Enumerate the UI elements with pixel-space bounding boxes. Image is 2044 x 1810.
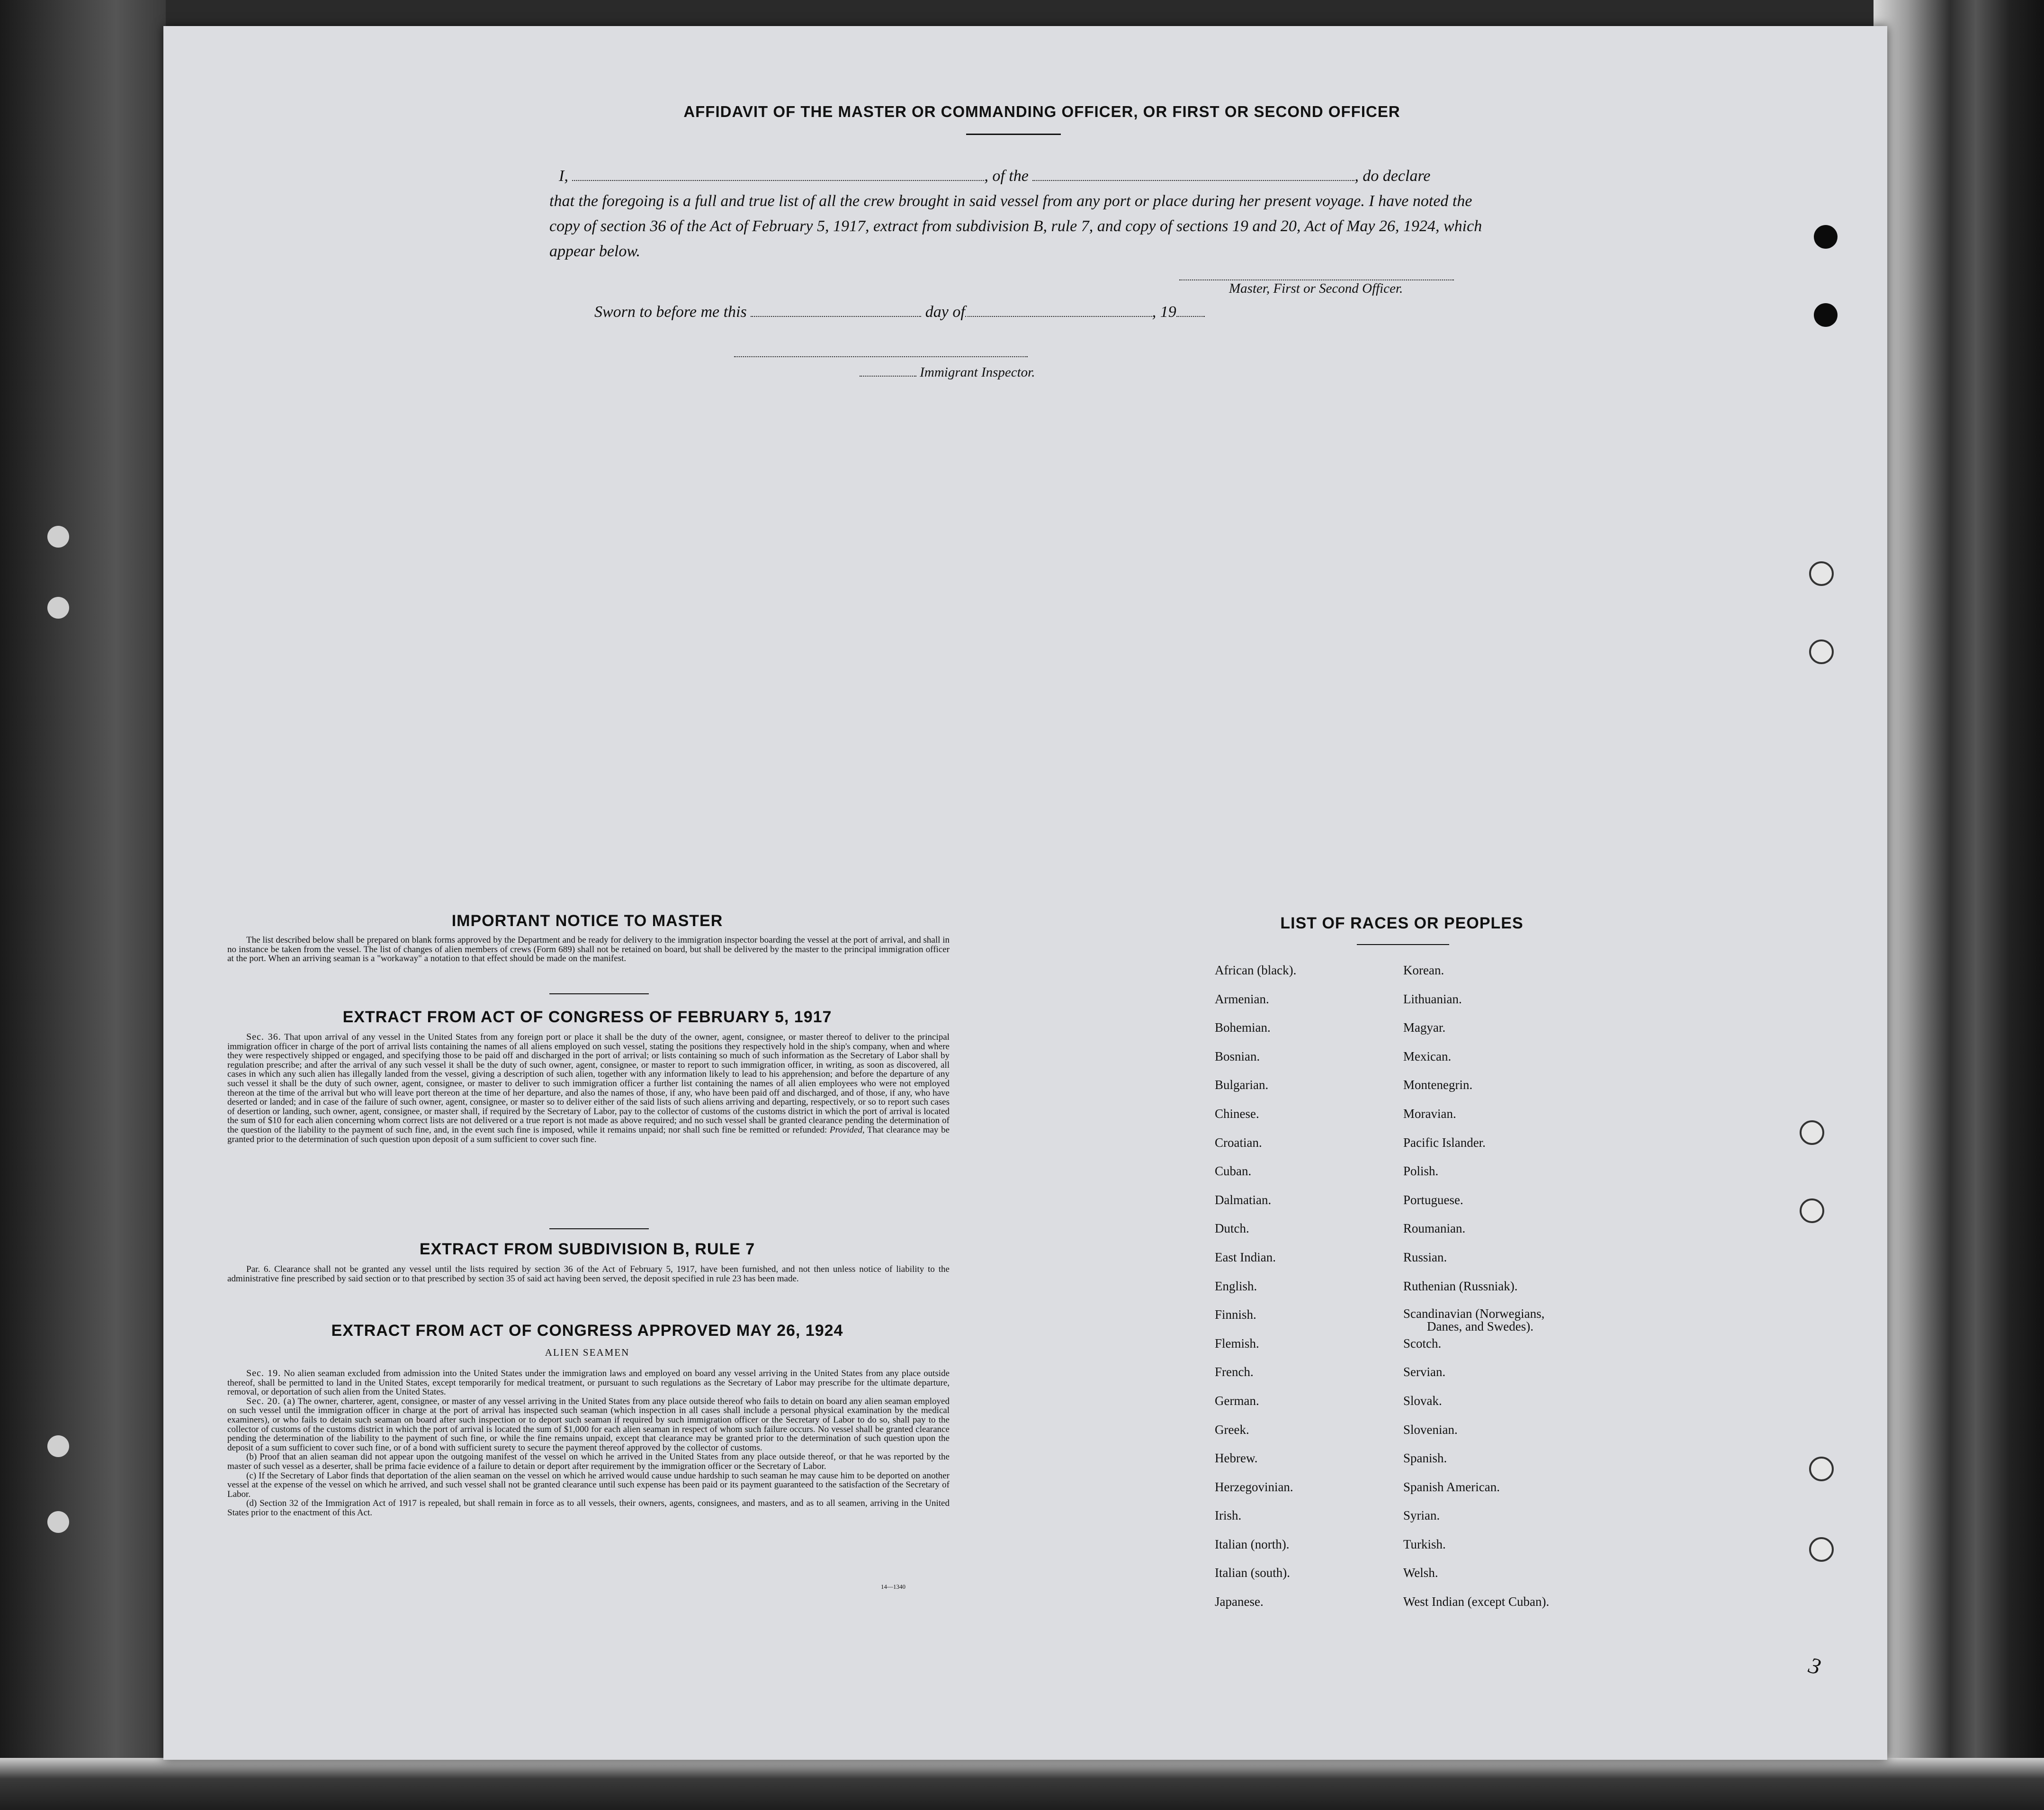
affidavit-of-the: , of the	[984, 167, 1029, 185]
alien-seamen-subtitle: ALIEN SEAMEN	[545, 1347, 630, 1358]
ring-hole-icon	[1800, 1120, 1824, 1145]
race-item: Finnish.	[1215, 1307, 1256, 1322]
form-number: 14—1340	[881, 1583, 905, 1590]
race-item: Dutch.	[1215, 1221, 1249, 1236]
race-item: Croatian.	[1215, 1135, 1262, 1150]
binder-hole-icon	[47, 1435, 69, 1457]
ring-hole-icon	[1800, 1198, 1824, 1223]
ring-hole-icon	[1809, 561, 1834, 586]
race-item: Cuban.	[1215, 1164, 1252, 1179]
race-item: Spanish American.	[1403, 1479, 1500, 1494]
inspector-label-text: Immigrant Inspector.	[920, 365, 1035, 380]
sworn-line	[594, 303, 1205, 321]
inspector-dots	[860, 376, 916, 377]
ring-hole-icon	[1809, 1457, 1834, 1481]
race-item: Scotch.	[1403, 1336, 1442, 1351]
race-item: Russian.	[1403, 1250, 1447, 1264]
race-item: Hebrew.	[1215, 1451, 1258, 1466]
section-20c-paragraph: (c) If the Secretary of Labor finds that deportation of the alien seaman on the vessel on which he arrived would cause undue hardship to such seaman he may cause him to be deported on another vessel at the expense of the vessel on which he arrived, and such vessel shall not be granted clearance until such expense has been paid or its payment guaranteed to the satisfaction of the Secretary of Labor.	[227, 1470, 950, 1499]
scan-right-edge	[1874, 0, 2044, 1810]
section-rule	[549, 993, 649, 994]
race-item: Flemish.	[1215, 1336, 1259, 1351]
race-item: Greek.	[1215, 1422, 1249, 1437]
race-item: English.	[1215, 1279, 1257, 1293]
title-rule	[966, 134, 1061, 135]
inspector-label	[860, 365, 1035, 380]
race-item: Korean.	[1403, 963, 1444, 977]
race-item: Dalmatian.	[1215, 1192, 1272, 1207]
race-item: East Indian.	[1215, 1250, 1276, 1264]
race-item: Italian (north).	[1215, 1537, 1290, 1551]
notice-paragraph: The list described below shall be prepared on blank forms approved by the Department and be ready for delivery to the immigration inspector boarding the vessel at the port of arrival, and shall in no instance be taken from the vessel. The list of changes of alien members of crews (Form 689) shall not be retained on board, but shall be delivered by the master to the principal immigration officer at the port. When an arriving seaman is a "workaway" a notation to that effect should be made on the manifest.	[227, 935, 950, 964]
binder-hole-icon	[47, 597, 69, 619]
race-item: German.	[1215, 1393, 1259, 1408]
sworn-year-blank[interactable]	[1176, 316, 1205, 317]
inspector-signature-line[interactable]	[734, 356, 1028, 357]
extract-1917-body	[227, 1033, 950, 1144]
proviso-text: That clearance may be granted prior to the determination of such question upon deposit of a sum sufficient to cover such fine.	[227, 1125, 950, 1144]
race-item: Roumanian.	[1403, 1221, 1466, 1236]
race-item: Portuguese.	[1403, 1192, 1463, 1207]
punch-hole-icon	[1814, 303, 1838, 327]
race-item: Welsh.	[1403, 1566, 1438, 1580]
rule-7-title: EXTRACT FROM SUBDIVISION B, RULE 7	[419, 1240, 755, 1258]
section-label: Sec. 19.	[246, 1368, 281, 1378]
race-item: Mexican.	[1403, 1049, 1452, 1063]
extract-1924-title: EXTRACT FROM ACT OF CONGRESS APPROVED MAY 26, 1924	[331, 1322, 843, 1340]
scan-bottom-edge	[0, 1758, 2044, 1810]
races-list-right	[1403, 963, 1588, 1623]
affidavit-i: I,	[559, 167, 568, 185]
section-19-text: No alien seaman excluded from admission into the United States under the immigration laws and employed on board any vessel arriving in the United States from any place outside thereof, shall be permitted to land in the United States, except temporarily for medical treatment, or pursuant to such regulations as the Secretary of Labor may prescribe for the ultimate departure, removal, or deportation of such alien from the United States.	[227, 1369, 950, 1397]
race-item: Pacific Islander.	[1403, 1135, 1486, 1150]
extract-1924-body	[227, 1369, 950, 1518]
rule-7-paragraph: Par. 6. Clearance shall not be granted any vessel until the lists required by section 36 of the Act of February 5, 1917, have been furnished, and not then unless notice of liability to the administrative fine prescribed by said section or to that prescribed by section 35 of said act having been served, the deposit specified in rule 23 has been made.	[227, 1264, 950, 1284]
handwritten-page-number: 3	[1806, 1652, 1824, 1680]
signature-label: Master, First or Second Officer.	[1229, 281, 1403, 296]
race-item: Slovenian.	[1403, 1422, 1458, 1437]
race-item: West Indian (except Cuban).	[1403, 1594, 1550, 1609]
race-item: Polish.	[1403, 1164, 1439, 1179]
race-item: Servian.	[1403, 1365, 1446, 1379]
section-label: Sec. 36.	[246, 1032, 281, 1042]
punch-hole-icon	[1814, 225, 1838, 249]
section-label: Sec. 20. (a)	[246, 1396, 296, 1406]
affidavit-first-line	[549, 163, 1487, 189]
race-item: Montenegrin.	[1403, 1078, 1473, 1092]
section-20b-paragraph: (b) Proof that an alien seaman did not appear upon the outgoing manifest of the vessel on which he arrived in the United States from any place outside thereof, or that he was reported by the master of such vessel as a deserter, shall be prima facie evidence of a failure to detain or deport after requirement by the immigration officer or the Secretary of Labor.	[227, 1452, 950, 1471]
race-item: Syrian.	[1403, 1508, 1440, 1523]
race-item: Irish.	[1215, 1508, 1242, 1523]
signature-line[interactable]	[1179, 279, 1454, 280]
race-item: Bosnian.	[1215, 1049, 1260, 1063]
races-rule	[1357, 944, 1449, 945]
race-item: Herzegovinian.	[1215, 1479, 1293, 1494]
race-item: Turkish.	[1403, 1537, 1446, 1551]
section-36-text: That upon arrival of any vessel in the United States from any foreign port or place it shall be the duty of the owner, agent, consignee, or master thereof to deliver to the principal immigration officer in charge of the port of arrival lists containing the names of all aliens employed on such vessel, stating the positions they respectively hold in the ship's company, when and where they were respectively shipped or engaged, and specifying those to be paid off and discharged in the port of arrival; or lists containing so much of such information as the Secretary of Labor shall by regulation prescribe; and after the arrival of any such vessel it shall be the duty of such owner, agent, consignee, or master to report to such immigration officer, in writing, as soon as discovered, all cases in which any such alien has illegally landed from the vessel, giving a description of such alien, together with any information likely to lead to his apprehension; and before the departure of any such vessel it shall be the duty of such owner, agent, consignee, or master to deliver to such immigration officer a further list containing the names of all alien employees who were not employed thereon at the time of the arrival but who will leave port thereon at the time of her departure, and also the names of those, if any, who have been paid off and discharged, and of those, if any, who have deserted or landed; and in case of the failure of such owner, agent, consignee, or master so to deliver either of the said lists of such aliens arriving and departing, respectively, or so to report such cases of desertion or landing, such owner, agent, consignee, or master shall, if required by the Secretary of Labor, pay to the collector of customs of the customs district in which the port of arrival is located the sum of $10 for each alien concerning whom correct lists are not delivered or a true report is not made as above required; and no such vessel shall be granted clearance pending the determination of the question of the liability to the payment of such fine, and, in the event such fine is imposed, while it remains unpaid; nor shall such fine be remitted or refunded:	[227, 1032, 950, 1135]
section-rule	[549, 1228, 649, 1229]
section-36-paragraph	[227, 1033, 950, 1144]
race-item: African (black).	[1215, 963, 1297, 977]
race-item: Chinese.	[1215, 1106, 1259, 1121]
sworn-year: , 19	[1152, 303, 1176, 321]
race-item: Italian (south).	[1215, 1566, 1290, 1580]
section-19-paragraph	[227, 1369, 950, 1397]
races-list-left	[1215, 963, 1296, 1623]
section-20a-paragraph	[227, 1397, 950, 1453]
race-item: Armenian.	[1215, 991, 1269, 1006]
affidavit-title: AFFIDAVIT OF THE MASTER OR COMMANDING OFFICER, OR FIRST OR SECOND OFFICER	[683, 103, 1400, 120]
races-title: LIST OF RACES OR PEOPLES	[1280, 914, 1524, 932]
ring-hole-icon	[1809, 1537, 1834, 1562]
sworn-text: Sworn to before me this	[594, 303, 747, 321]
notice-title: IMPORTANT NOTICE TO MASTER	[451, 912, 723, 930]
race-item-scandinavian	[1403, 1307, 1588, 1336]
race-item: Spanish.	[1403, 1451, 1447, 1466]
rule-7-body	[227, 1265, 950, 1283]
race-item: Japanese.	[1215, 1594, 1264, 1609]
extract-1917-title: EXTRACT FROM ACT OF CONGRESS OF FEBRUARY 5, 1917	[342, 1008, 832, 1026]
sworn-day-blank[interactable]	[751, 316, 921, 317]
binder-hole-icon	[47, 526, 69, 548]
sworn-month-blank[interactable]	[965, 316, 1152, 317]
sworn-day-of: day of	[925, 303, 965, 321]
proviso-label: Provided,	[829, 1125, 865, 1135]
vessel-blank[interactable]	[1032, 180, 1354, 181]
scan-left-edge	[0, 0, 166, 1810]
notice-body	[227, 936, 950, 964]
race-item: Magyar.	[1403, 1020, 1446, 1035]
section-20d-paragraph: (d) Section 32 of the Immigration Act of 1917 is repealed, but shall remain in force as to all vessels, their owners, agents, consignees, and masters, and as to all seamen, arriving in the United States prior to the enactment of this Act.	[227, 1498, 950, 1518]
race-item: Slovak.	[1403, 1393, 1442, 1408]
race-item: Moravian.	[1403, 1106, 1456, 1121]
affidavit-do-declare: , do declare	[1354, 167, 1431, 185]
race-item-line: Scandinavian (Norwegians,	[1403, 1306, 1545, 1321]
race-item: Bulgarian.	[1215, 1078, 1269, 1092]
affidavit-body: that the foregoing is a full and true list of all the crew brought in said vessel from any port or place during her present voyage. I have noted the copy of section 36 of the Act of February 5, 1917, extract from subdivision B, rule 7, and copy of sections 19 and 20, Act of May 26, 1924, which appear below.	[549, 192, 1482, 260]
affidavit-text	[549, 163, 1487, 264]
race-item-line: Danes, and Swedes).	[1427, 1319, 1533, 1334]
race-item: Bohemian.	[1215, 1020, 1271, 1035]
ring-hole-icon	[1809, 639, 1834, 664]
race-item: Ruthenian (Russniak).	[1403, 1279, 1518, 1293]
name-blank[interactable]	[572, 180, 984, 181]
race-item: Lithuanian.	[1403, 991, 1462, 1006]
section-20a-text: The owner, charterer, agent, consignee, or master of any vessel arriving in the United States from any place outside thereof who fails to detain on board any alien seaman employed on such vessel until the immigration officer in charge at the port of arrival has inspected such seaman (which inspection in all cases shall include a personal physical examination by the medical examiners), or who fails to detain such seaman on board after such inspection or to deport such seaman if required by such immigration officer or the Secretary of Labor to do so, shall pay to the collector of customs of the customs district in which the port of arrival is located the sum of $1,000 for each alien seaman in respect of whom such failure occurs. No vessel shall be granted clearance pending the determination of the liability to the payment of such fine, or while the fine remains unpaid, except that clearance may be granted prior to the determination of such question upon the deposit of a sum sufficient to cover such fine, or of a bond with sufficient surety to secure the payment thereof approved by the collector of customs.	[227, 1396, 950, 1453]
race-item: French.	[1215, 1365, 1254, 1379]
binder-hole-icon	[47, 1511, 69, 1533]
